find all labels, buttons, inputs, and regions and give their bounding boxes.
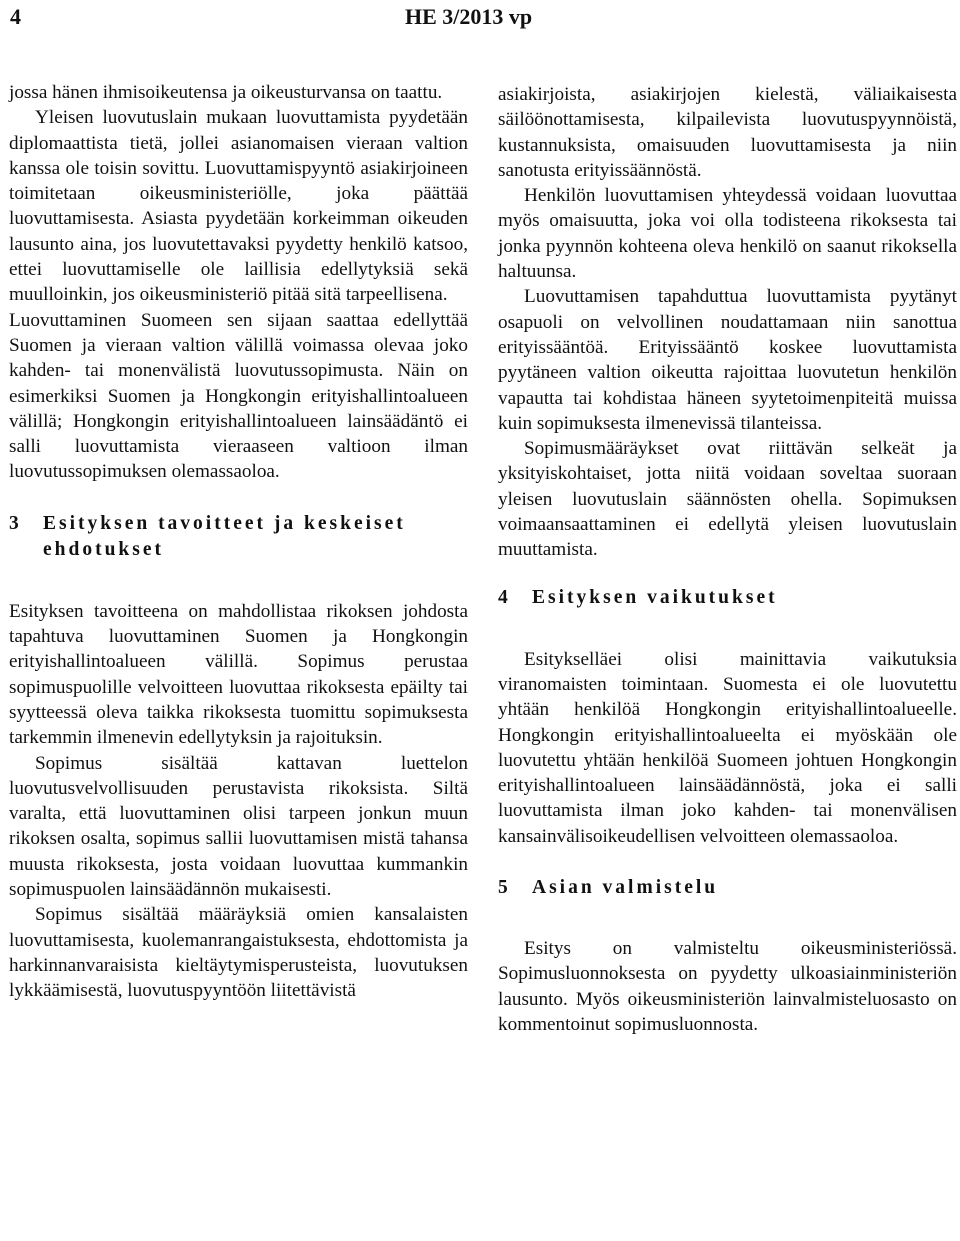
paragraph: Sopimus sisältää määräyksiä omien kansalaisten luovuttamisesta, kuolemanrangaistuksesta, ehdottomista ja harkinnanvaraisista kieltäytymisperusteista, luovutuksen lykkäämisestä, luovutuspyyntöön liitettävistä	[9, 904, 468, 1002]
section-heading-5	[498, 875, 957, 901]
document-id: HE 3/2013 vp	[405, 4, 533, 29]
paragraph: Luovuttamisen tapahduttua luovuttamista pyytänyt osapuoli on velvollinen noudattamaan niin sanottua erityissääntöä. Erityissääntö koskee luovuttamista pyytäneen valtion oikeutta rajoittaa luovutetun henkilön vapautta tai kohdistaa häneen syytetoimenpiteitä muissa kuin sopimuksesta ilmenevissä tilanteissa.	[498, 286, 957, 434]
paragraph: Yleisen luovutuslain mukaan luovuttamista pyydetään diplomaattista tietä, jollei asianomaisen vieraan valtion kanssa ole toisin sovittu. Luovuttamispyyntö asiakirjoineen toimitetaan oikeusministeriölle, joka päättää luovuttamisesta. Asiasta pyydetään korkeimman oikeuden lausunto aina, jos luovutettavaksi pyydetty henkilö katsoo, ettei luovuttamiselle ole laillisia edellytyksiä sekä muulloinkin, jos oikeusministeriö pitää sitä tarpeellisena.	[9, 107, 468, 306]
section-number: 4	[498, 586, 508, 608]
paragraph: Sopimus sisältää kattavan luettelon luovutusvelvollisuuden perustavista rikoksista. Siltä varalta, että luovuttaminen olisi tarpeen jonkun muun rikoksen osalta, sopimus sallii luovuttamisen mistä tahansa muusta rikoksesta, josta voidaan luovuttaa kummankin sopimuspuolen lainsäädännön mukaisesti.	[9, 752, 468, 901]
paragraph: Henkilön luovuttamisen yhteydessä voidaan luovuttaa myös omaisuutta, joka voi olla todisteena rikoksesta tai jonka pyynnön kohteena oleva henkilö on saanut rikoksella haltuunsa.	[498, 185, 957, 283]
section-heading-3	[9, 511, 468, 563]
page-number: 4	[10, 4, 21, 29]
section-title: Esityksen vaikutukset	[532, 586, 778, 608]
paragraph: asiakirjoista, asiakirjojen kielestä, väliaikaisesta säilöönottamisesta, kilpailevista luovutuspyynnöistä, kustannuksista, omaisuuden luovuttamisesta ja niin sanotusta erityissäännöstä.	[498, 84, 957, 181]
page-header	[0, 0, 960, 38]
section-title: Esityksen tavoitteet ja keskeiset ehdotukset	[43, 512, 406, 560]
section-title: Asian valmistelu	[532, 877, 719, 899]
paragraph: Luovuttaminen Suomeen sen sijaan saattaa edellyttää Suomen ja vieraan valtion välillä voimassa olevaa joko kahden- tai monenvälistä luovutussopimusta. Näin on esimerkiksi Suomen ja Hongkongin erityishallintoalueen välillä; Hongkongin erityishallintoalueen lainsäädäntö ei salli luovuttamista vieraaseen valtioon ilman luovutussopimuksen olemassaoloa.	[9, 309, 468, 483]
paragraph: Esityksen tavoitteena on mahdollistaa rikoksen johdosta tapahtuva luovuttaminen Suomen ja Hongkongin erityishallintoalueen välillä. Sopimus perustaa sopimuspuolille velvoitteen luovuttaa rikoksesta epäilty tai syytteessä oleva taikka rikoksesta tuomittu sopimuksesta tarkemmin ilmenevin edellytyksin ja rajoituksin.	[9, 600, 468, 749]
paragraph: Esitykselläei olisi mainittavia vaikutuksia viranomaisten toimintaan. Suomesta ei ole luovutettu yhtään henkilöä Hongkongin erityishallintoalueelle. Hongkongin erityishallintoalueelta ei myöskään ole luovutettu yhtään henkilöä Suomeen johtuen Hongkongin erityishallintoalueen lainsäädännöstä, joka ei salli luovuttamista ilman joko kahden- tai monenvälisen kansainvälisoikeudellisen velvoitteen olemassaoloa.	[498, 648, 957, 847]
paragraph: Esitys on valmisteltu oikeusministeriössä. Sopimusluonnoksesta on pyydetty ulkoasiainministeriön lausunto. Myös oikeusministeriön lainvalmisteluosasto on kommentoinut sopimusluonnosta.	[498, 938, 957, 1035]
section-number: 3	[9, 512, 19, 534]
right-column	[498, 82, 957, 1037]
section-number: 5	[498, 877, 508, 899]
paragraph: Sopimusmääräykset ovat riittävän selkeät ja yksityiskohtaiset, jotta niitä voidaan soveltaa suoraan yleisen luovutuslain säännösten ohella. Sopimuksen voimaansaattaminen ei edellytä yleisen luovutuslain muuttamista.	[498, 438, 957, 561]
left-column	[9, 80, 468, 1004]
paragraph: jossa hänen ihmisoikeutensa ja oikeusturvansa on taattu.	[9, 82, 443, 103]
section-heading-4	[498, 585, 957, 611]
